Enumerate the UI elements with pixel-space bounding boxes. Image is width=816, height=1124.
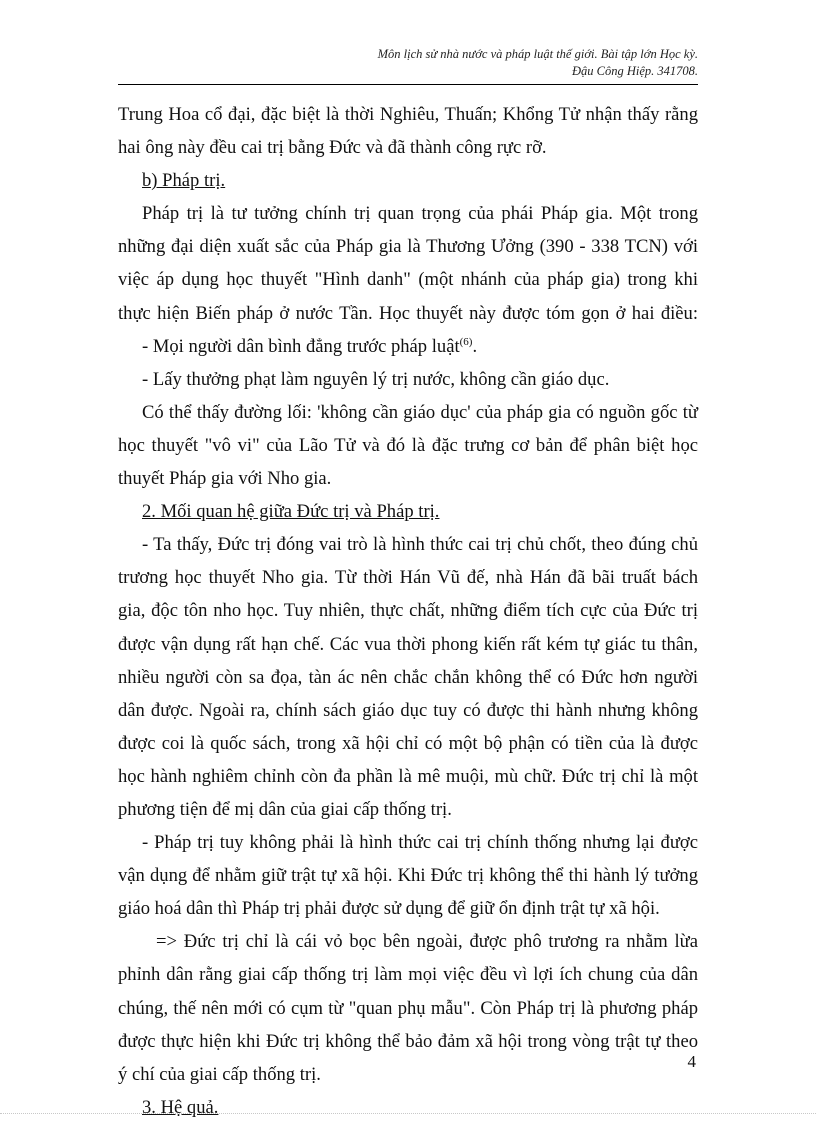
section-heading-3 <box>118 1091 698 1124</box>
body-line: - Ta thấy, Đức trị đóng vai trò là hình thức cai trị chủ chốt, theo đúng chủ <box>142 534 698 556</box>
body-line: được coi là quốc sách, trong xã hội chỉ có một bộ phận có tiền của là được <box>118 732 698 754</box>
body-line: học hành nghiêm chỉnh còn đa phần là mê muội, mù chữ. Đức trị chỉ là một <box>118 765 698 787</box>
body-line: dân được. Ngoài ra, chính sách giáo dục tuy có được thi hành nhưng không <box>118 699 698 721</box>
footnote-ref: (6) <box>459 335 473 348</box>
section-heading-b <box>118 164 698 197</box>
body-line: phương tiện để mị dân của giai cấp thống trị. <box>118 798 452 820</box>
bullet-line <box>118 330 698 363</box>
body-line: được vận dụng rất hạn chế. Các vua thời phong kiến rất kém tự giác tu thân, <box>118 633 698 655</box>
body-line: ý chí của giai cấp thống trị. <box>118 1063 321 1085</box>
body-line: trương học thuyết Nho gia. Từ thời Hán Vũ đế, nhà Hán đã bãi truất bách <box>118 567 698 589</box>
bullet-end: . <box>472 335 478 357</box>
header-course-line: Môn lịch sử nhà nước và pháp luật thế giới. Bài tập lớn Học kỳ. <box>377 47 698 61</box>
body-line: gia, độc tôn nho học. Tuy nhiên, thực chất, những điểm tích cực của Đức trị <box>118 600 698 622</box>
header-author-line: Đậu Công Hiệp. 341708. <box>571 64 698 78</box>
body-line: việc áp dụng học thuyết "Hình danh" (một nhánh của pháp gia) trong khi <box>118 269 698 291</box>
bullet-line: - Lấy thưởng phạt làm nguyên lý trị nước, không cần giáo dục. <box>142 368 610 390</box>
body-line: thực hiện Biến pháp ở nước Tần. Học thuyết này được tóm gọn ở hai điều: <box>118 302 698 324</box>
section-heading-b-text: b) Pháp trị. <box>142 170 226 192</box>
body-line: - Pháp trị tuy không phải là hình thức cai trị chính thống nhưng lại được <box>142 832 698 854</box>
page-number: 4 <box>687 1052 696 1071</box>
body-line: được thực hiện khi Đức trị không thể bảo đảm xã hội trong vòng trật tự theo <box>118 1030 698 1052</box>
body-line: Trung Hoa cổ đại, đặc biệt là thời Nghiêu, Thuấn; Khổng Tử nhận thấy rằng <box>118 104 698 125</box>
body-line: nhiều người còn sa đọa, tàn ác nên chắc chắn không thể có Đức hơn người <box>118 666 698 688</box>
section-heading-2-text: 2. Mối quan hệ giữa Đức trị và Pháp trị. <box>142 501 440 523</box>
body-line: vận dụng để nhằm giữ trật tự xã hội. Khi Đức trị không thể thi hành lý tưởng <box>118 865 698 887</box>
body-line: Pháp trị là tư tưởng chính trị quan trọng của phái Pháp gia. Một trong <box>142 203 698 225</box>
page-bottom-dotted-border <box>0 1113 816 1114</box>
body-line: => Đức trị chỉ là cái vỏ bọc bên ngoài, được phô trương ra nhằm lừa <box>156 931 698 953</box>
page-body <box>118 98 698 1124</box>
body-line: giáo hoá dân thì Pháp trị phải được sử dụng để giữ ổn định trật tự xã hội. <box>118 898 660 920</box>
section-heading-2 <box>118 495 698 528</box>
body-line: thuyết Pháp gia với Nho gia. <box>118 468 332 490</box>
body-line: Có thể thấy đường lối: 'không cần giáo dục' của pháp gia có nguồn gốc từ <box>142 401 698 423</box>
body-line: những đại diện xuất sắc của Pháp gia là Thương Ưởng (390 - 338 TCN) với <box>118 236 698 258</box>
section-heading-3-text: 3. Hệ quả. <box>142 1096 219 1118</box>
header-rule <box>118 84 698 85</box>
body-line: học thuyết "vô vi" của Lão Tử và đó là đặc trưng cơ bản để phân biệt học <box>118 434 698 456</box>
body-line: chúng, thế nên mới có cụm từ "quan phụ mẫu". Còn Pháp trị là phương pháp <box>118 997 698 1019</box>
bullet-text: - Mọi người dân bình đẳng trước pháp luật <box>142 335 460 357</box>
running-header <box>378 46 698 80</box>
body-line: hai ông này đều cai trị bằng Đức và đã thành công rực rỡ. <box>118 137 547 159</box>
body-line: phỉnh dân rằng giai cấp thống trị làm mọi việc đều vì lợi ích chung của dân <box>118 964 698 986</box>
